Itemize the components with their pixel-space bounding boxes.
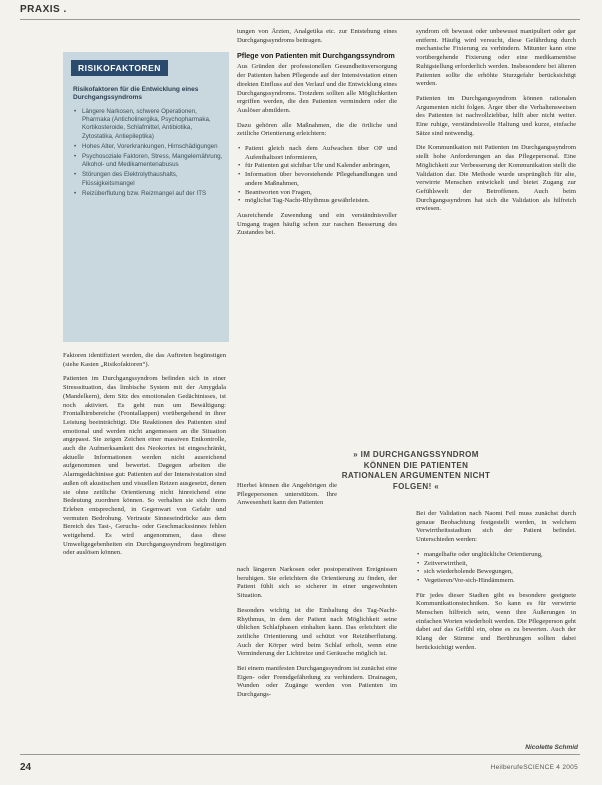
list-item: • sich wiederholende Bewegungen,	[416, 568, 576, 577]
list-item: • mangelhafte oder unglückliche Orientierung,	[416, 551, 576, 560]
validation-stages-list	[416, 551, 576, 586]
box-subtitle: Risikofaktoren für die Entwicklung eines Durchgangssyndroms	[73, 86, 199, 101]
column-2-text	[237, 28, 397, 244]
list-item: • Psychosoziale Faktoren, Stress, Mangelernährung, Alkohol- und Medikamentenabusus	[73, 153, 223, 169]
paragraph: Hierbei können die Angehörigen die Pflegepersonen unterstützen. Ihre Anwesenheit kann den Patienten	[237, 482, 337, 507]
journal-reference: HeilberufeSCIENCE 4 2005	[490, 764, 578, 771]
section-header: PRAXIS .	[20, 4, 67, 15]
column-3-lower-text	[416, 510, 576, 659]
list-item: • Zeitverwirrtheit,	[416, 560, 576, 569]
paragraph: Bei einem manifesten Durchgangssyndrom ist zunächst eine Eigen- oder Fremdgefährdung zu verhindern. Drainagen, Wunden oder Zugänge werden von Patienten im Durchgangs-	[237, 665, 397, 699]
paragraph: tungen von Ärzten, Analgetika etc. zur Entstehung eines Durchgangssyndroms beitragen.	[237, 28, 397, 44]
column-1-text	[63, 352, 226, 564]
list-item: • Information über bevorstehende Pflegehandlungen und andere Maßnahmen,	[237, 171, 397, 188]
paragraph: Patienten im Durchgangssyndrom befinden sich in einer Stresssituation, das limbische System mit der Amygdala (Mandelkern), dem Sitz des emotionalen Gedächtnisses, ist noch aktiviert. Es geht nun um Bewältigung: Frontalhirnbereiche (Frontallappen) vorübergehend in ihrer Leistung beeinträchtigt. Die Reaktionen des Patienten sind emotional und werden nicht angemessen an die Situation angepasst. Sie zeigen Zeichen einer massiven Entkontrolle, auch die Aufmerksamkeit des Neokortex ist eingeschränkt, aktuelle Informationen werden nicht ausreichend aufgenommen und bewertet. Dagegen arbeiten die Alarmgedächtnisse gut: Patienten auf der Intensivstation sind außen oft akustischen und visuellen Reizen ausgesetzt, denen sie ohne zeitliche Orientierung nicht hinreichend eine Bedeutung zuordnen können. So verhalten sie sich ihrem Erleben entsprechend, in Gegenwart von Gefahr und vermuten Bedrohung. Vertraute Sinneseindrücke aus dem Bereich des Tast-, Geruchs- oder Geschmackssinnes fehlen weitgehend. Es wird angenommen, dass diese Umweltgegebenheiten ein Durchgangssyndrom begünstigen oder auslösen können.	[63, 375, 226, 557]
section-heading: Pflege von Patienten mit Durchgangssyndrom	[237, 51, 395, 61]
list-item: • möglichst Tag-Nacht-Rhythmus gewährleisten.	[237, 197, 397, 206]
pull-quote: » IM DURCHGANGSSYNDROM KÖNNEN DIE PATIENTEN RATIONALEN ARGUMENTEN NICHT FOLGEN! «	[341, 446, 491, 508]
list-item: • für Patienten gut sichtbar Uhr und Kalender anbringen,	[237, 162, 397, 171]
list-item: • Störungen des Elektrolythaushalts, Flüssigkeitsmangel	[73, 171, 223, 187]
risk-factors-list	[73, 108, 223, 200]
column-2-lower-text	[237, 566, 397, 706]
risk-factors-box	[63, 52, 229, 342]
paragraph: Aus Gründen der professionellen Gesundheitsversorgung der Patienten haben Pflegende auf der Intensivstation einen direkten Einfluss auf den Verlauf und die Entwicklung eines Durchgangssyndroms. Trotzdem sollten alle Möglichkeiten ergriffen werden, die den Patienten vermindern oder die Auslöser abmildern.	[237, 63, 397, 114]
box-title: RISIKOFAKTOREN	[71, 60, 168, 76]
list-item: • Vegetieren/Vor-sich-Hindämmern.	[416, 577, 576, 586]
list-item: • Reizüberflutung bzw. Reizmangel auf der ITS	[73, 190, 223, 198]
paragraph: Die Kommunikation mit Patienten im Durchgangssyndrom stellt hohe Anforderungen an das Pflegepersonal. Eine Möglichkeit zur Verbesserung der Kommunikation stellt die Validation dar. Die Methode wurde ursprünglich für alte, verwirrte Menschen entwickelt und bietet Zugang zur Gefühlswelt der Betroffenen. Auch beim Durchgangssyndrom hat sich die Validation als hilfreich erwiesen.	[416, 144, 576, 213]
list-item: • Hohes Alter, Vorerkrankungen, Hirnschädigungen	[73, 143, 223, 151]
list-item: • Beantworten von Fragen,	[237, 189, 397, 198]
author-credit: Nicolette Schmid	[525, 744, 578, 751]
paragraph: Bei der Validation nach Naomi Feil muss zunächst durch genaue Beobachtung festgestellt werden, in welchem Verwirrtheitsstadium sich der Patient befindet. Unterschieden werden:	[416, 510, 576, 544]
footer-rule	[20, 754, 580, 755]
page-number: 24	[20, 762, 32, 773]
paragraph: Faktoren identifiziert werden, die das Auftreten begünstigen (siehe Kasten „Risikofaktoren“).	[63, 352, 226, 368]
column-3-text	[416, 28, 576, 220]
header-rule	[20, 19, 580, 20]
list-item: • Längere Narkosen, schwere Operationen, Pharmaka (Anticholinergika, Psychopharmaka, Kortikosteroide, Schlafmittel, Antibiotika, Zytostatika, Antiepileptika)	[73, 108, 223, 141]
paragraph: syndrom oft bewusst oder unbewusst manipuliert oder gar entfernt. Häufig wird versucht, diese Gefährdung durch mechanische Fixierung zu verhindern. Mitunter kann eine vorübergehende Fixierung oder eine medikamentöse Ruhigstellung erforderlich werden. Insbesondere bei älteren Patienten sollte die erhöhte Sturzgefahr berücksichtigt werden.	[416, 28, 576, 88]
paragraph: nach längeren Narkosen oder postoperativen Ereignissen beruhigen. Sie erleichtern die Orientierung zu finden, der Patient fühlt sich so sicherer in einer ungewohnten Situation.	[237, 566, 397, 600]
orientation-list	[237, 145, 397, 206]
list-item: • Patient gleich nach dem Aufwachen über OP und Aufenthaltsort informieren,	[237, 145, 397, 162]
paragraph: Besonders wichtig ist die Einhaltung des Tag-Nacht-Rhythmus, in dem der Patient nach Möglichkeit seine üblichen Schlafphasen einhalten kann. Das erleichtert die zeitliche Orientierung und schützt vor Reizüberflutung. Auch der Körper wird beim Schlaf erholt, wenn eine Verminderung der Lichtreize und Geräusche möglich ist.	[237, 606, 397, 658]
paragraph: Für jedes dieser Stadien gibt es besondere geeignete Kommunikationstechniken. So kann es für verwirrte Menschen hilfreich sein, wenn ihre Äußerungen in einfachen Worten wiederholt werden. Die Pflegeperson geht dabei auf das Gefühl ein, ohne es zu bewerten. Auch der Klang der Stimme und Berührungen sollten dabei berücksichtigt werden.	[416, 591, 576, 651]
paragraph: Patienten im Durchgangssyndrom können rationalen Argumenten nicht folgen. Ärger über die Verhaltensweisen des Patienten ist nachvollziehbar, hilft aber nicht weiter. Eine ruhige, verständnisvolle Haltung und kurze, einfache Sätze sind notwendig.	[416, 94, 576, 137]
paragraph: Ausreichende Zuwendung und ein verständnisvoller Umgang tragen häufig schon zur raschen Besserung des Zustandes bei.	[237, 211, 397, 237]
paragraph: Dazu gehören alle Maßnahmen, die die örtliche und zeitliche Orientierung erleichtern:	[237, 121, 397, 138]
column-2-narrow-text	[237, 482, 337, 514]
